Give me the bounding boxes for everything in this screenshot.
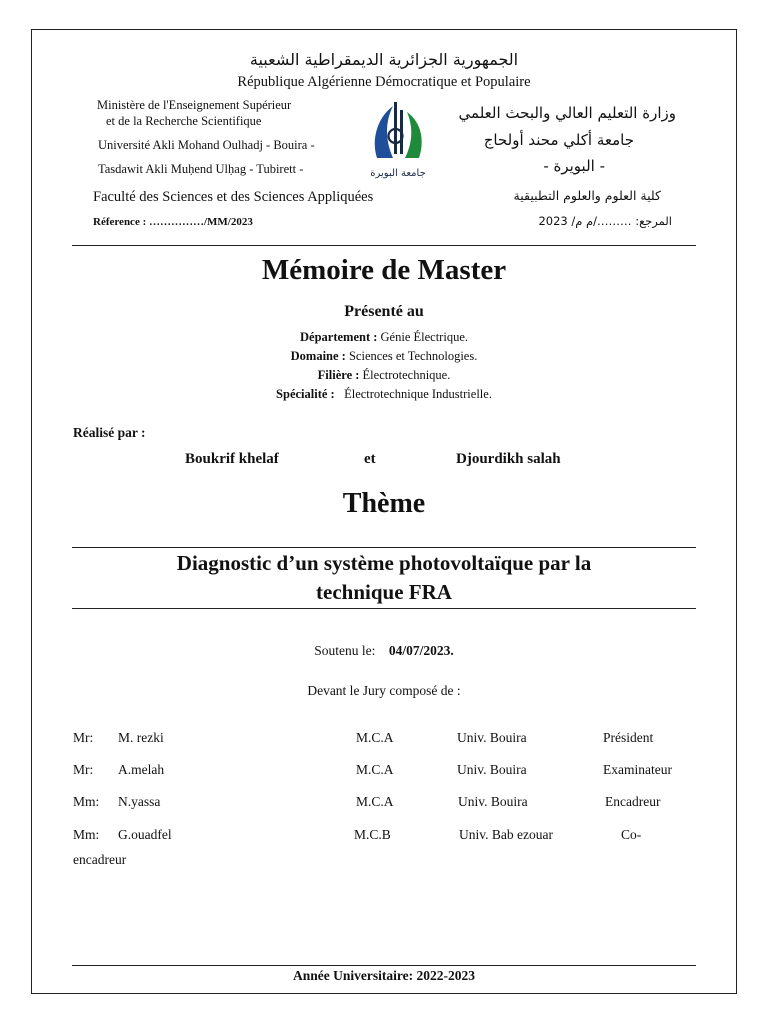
- arabic-university: جامعة أكلي محند أولحاج: [483, 131, 634, 149]
- jury-name: N.yassa: [118, 794, 161, 809]
- jury-university: Univ. Bab ezouar: [459, 827, 553, 842]
- jury-grade: M.C.A: [356, 762, 394, 777]
- republic-name: République Algérienne Démocratique et Populaire: [237, 74, 531, 90]
- footer-rule: [72, 965, 696, 966]
- field-domain: Domaine : Sciences et Technologies.: [290, 349, 478, 363]
- ministry-line2: et de la Recherche Scientifique: [106, 114, 262, 128]
- theme-top-rule: [72, 547, 696, 548]
- field-department: Département : Génie Électrique.: [300, 330, 468, 344]
- jury-role: Co-: [621, 827, 642, 842]
- jury-grade: M.C.A: [356, 730, 394, 745]
- jury-role-continued: encadreur: [73, 852, 127, 867]
- defended-label: Soutenu le:: [314, 643, 376, 658]
- university-kabyle: Tasdawit Akli Muḥend Ulḥag - Tubirett -: [98, 162, 304, 176]
- theme-bottom-rule: [72, 608, 696, 609]
- jury-name: G.ouadfel: [118, 827, 172, 842]
- jury-title: Mm:: [73, 827, 100, 842]
- author-first: Boukrif khelaf: [185, 451, 279, 467]
- theme-label: Thème: [342, 488, 426, 519]
- academic-year: Année Universitaire: 2022-2023: [293, 968, 475, 983]
- realised-by-label: Réalisé par :: [73, 425, 146, 440]
- field-filiere: Filière : Électrotechnique.: [317, 368, 451, 382]
- jury-name: M. rezki: [118, 730, 164, 745]
- jury-grade: M.C.A: [356, 794, 394, 809]
- field-speciality: Spécialité : Électrotechnique Industrielle.: [276, 387, 492, 401]
- jury-title: Mr:: [73, 730, 94, 745]
- theme-line2: technique FRA: [316, 580, 452, 604]
- defended-date: 04/07/2023.: [388, 643, 454, 658]
- jury-university: Univ. Bouira: [457, 762, 527, 777]
- jury-role: Président: [603, 730, 654, 745]
- arabic-ministry: وزارة التعليم العالي والبحث العلمي: [458, 104, 676, 122]
- document-title: Mémoire de Master: [261, 254, 507, 286]
- reference-fr: Réference : ……………/MM/2023: [93, 216, 253, 228]
- university-logo: [363, 96, 433, 182]
- jury-title: Mm:: [73, 794, 100, 809]
- university-name: Université Akli Mohand Oulhadj - Bouira -: [98, 138, 315, 152]
- arabic-republic: الجمهورية الجزائرية الديمقراطية الشعبية: [249, 50, 519, 69]
- theme-line1: Diagnostic d’un système photovoltaïque par la: [176, 551, 592, 575]
- arabic-city: - البويرة -: [543, 157, 605, 175]
- faculty-name: Faculté des Sciences et des Sciences Appliquées: [93, 189, 374, 205]
- jury-role: Examinateur: [603, 762, 672, 777]
- arabic-reference: المرجع: ………/م م/ 2023: [538, 214, 672, 228]
- jury-grade: M.C.B: [354, 827, 391, 842]
- header-divider: [72, 245, 696, 246]
- defended-line: [0, 643, 768, 659]
- jury-university: Univ. Bouira: [457, 730, 527, 745]
- author-joiner: et: [364, 451, 376, 467]
- logo-caption: جامعة البويرة: [370, 168, 426, 179]
- author-second: Djourdikh salah: [456, 451, 561, 467]
- jury-role: Encadreur: [605, 794, 661, 809]
- jury-name: A.melah: [118, 762, 165, 777]
- presented-at: Présenté au: [344, 303, 424, 320]
- jury-university: Univ. Bouira: [458, 794, 528, 809]
- jury-intro: Devant le Jury composé de :: [307, 683, 461, 698]
- jury-title: Mr:: [73, 762, 94, 777]
- arabic-faculty: كلية العلوم والعلوم التطبيقية: [513, 188, 661, 203]
- ministry-line1: Ministère de l'Enseignement Supérieur: [97, 98, 292, 112]
